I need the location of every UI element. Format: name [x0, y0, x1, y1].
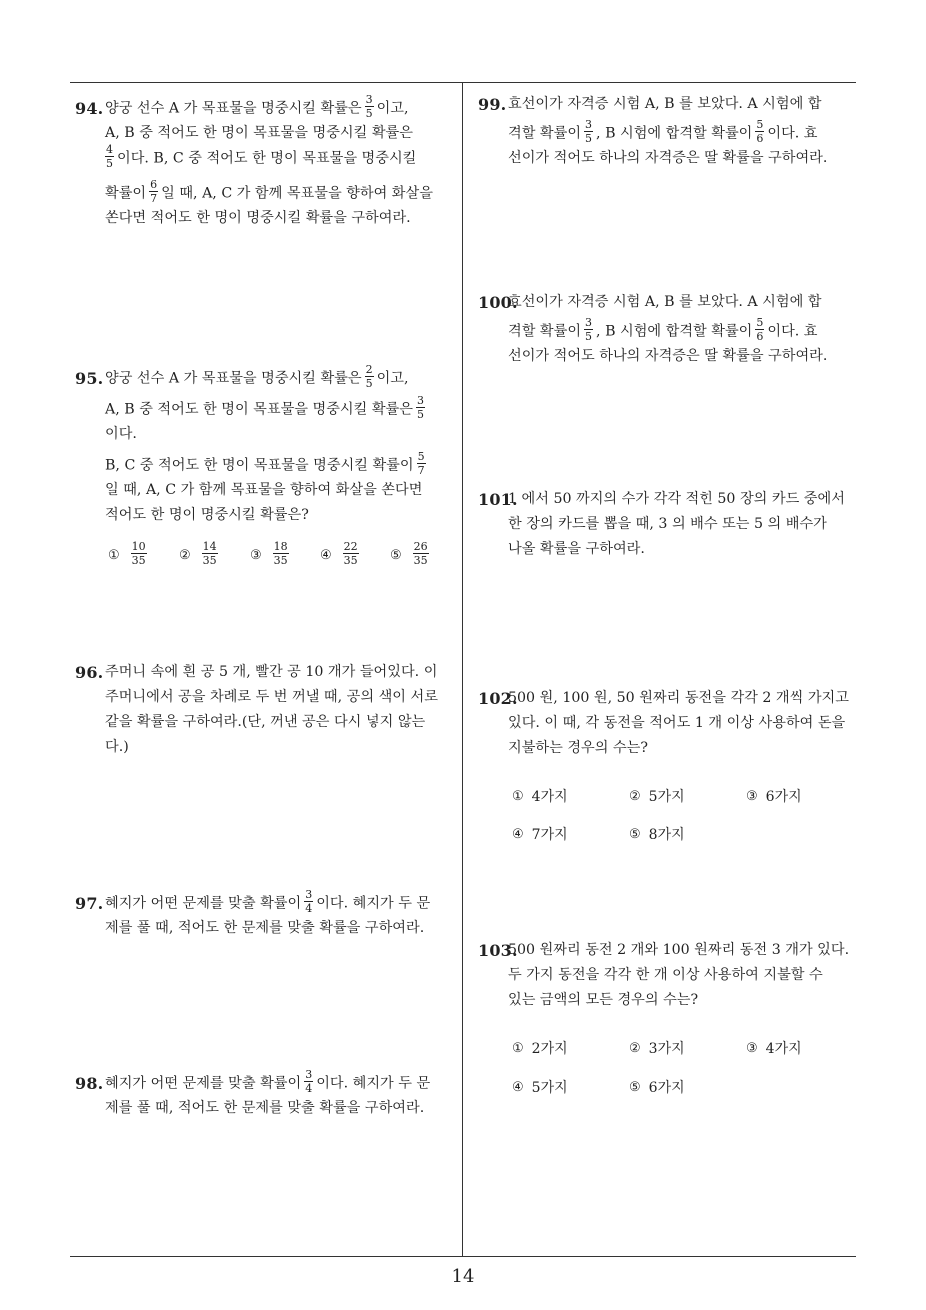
question-number: 103. [478, 941, 518, 960]
fraction: $\frac{3}{5}$ [416, 394, 424, 421]
question-text: 혜지가 어떤 문제를 맞출 확률이 $\frac{3}{4}$ 이다. 혜지가 두 문 제를 풀 때, 적어도 한 문제를 맞출 확률을 구하여라. [105, 1068, 431, 1116]
choice-5[interactable]: ⑤ 6가지 [629, 1079, 685, 1096]
top-rule [70, 82, 856, 83]
question-text: 효선이가 자격증 시험 A, B 를 보았다. A 시험에 합 격할 확률이 $\frac{3}{5}$ , B 시험에 합격할 확률이 $\frac{5}{6}$ 이다. 효 선이가 적어도 하나의 자격증은 딸 확률을 구하여라. [508, 294, 828, 364]
question-number: 102. [478, 689, 518, 708]
choice-3[interactable]: ③ 6가지 [746, 788, 802, 805]
fraction: $\frac{3}{5}$ [585, 316, 593, 343]
choice-2[interactable]: ② 5가지 [629, 788, 685, 805]
choice-1[interactable]: ① 4가지 [512, 788, 568, 805]
question-text: 효선이가 자격증 시험 A, B 를 보았다. A 시험에 합 격할 확률이 $\frac{3}{5}$ , B 시험에 합격할 확률이 $\frac{5}{6}$ 이다. 효 선이가 적어도 하나의 자격증은 딸 확률을 구하여라. [508, 96, 828, 166]
bottom-rule [70, 1256, 856, 1257]
fraction: $\frac{3}{4}$ [305, 888, 313, 915]
fraction: $\frac{3}{4}$ [305, 1068, 313, 1095]
fraction: $\frac{6}{7}$ [150, 178, 158, 205]
question-text: 혜지가 어떤 문제를 맞출 확률이 $\frac{3}{4}$ 이다. 혜지가 두 문 제를 풀 때, 적어도 한 문제를 맞출 확률을 구하여라. [105, 888, 431, 936]
question-text: 1 에서 50 까지의 수가 각각 적힌 50 장의 카드 중에서 한 장의 카드를 뽑을 때, 3 의 배수 또는 5 의 배수가 나올 확률을 구하여라. [508, 491, 845, 557]
question-text: 양궁 선수 A 가 목표물을 명중시킬 확률은 $\frac{2}{5}$ 이고, A, B 중 적어도 한 명이 목표물을 명중시킬 확률은 $\frac{3}{5}$ 이다. B, C 중 적어도 한 명이 목표물을 명중시킬 확률이 $\frac{5}{7}$ 일 때, A, C 가 함께 목표물을 향하여 화살을 쏜다면 적어도 한 명이 명중시킬 확률은? [105, 363, 425, 523]
choice-4[interactable]: ④ $\frac{22}{35}$ [320, 540, 358, 567]
choice-5[interactable]: ⑤ $\frac{26}{35}$ [390, 540, 428, 567]
choice-2[interactable]: ② 3가지 [629, 1040, 685, 1057]
choice-1[interactable]: ① 2가지 [512, 1040, 568, 1057]
choices-103 [512, 1038, 852, 1108]
choice-3[interactable]: ③ 4가지 [746, 1040, 802, 1057]
column-divider [462, 82, 463, 1256]
question-text: 주머니 속에 흰 공 5 개, 빨간 공 10 개가 들어있다. 이 주머니에서 공을 차례로 두 번 꺼낼 때, 공의 색이 서로 같을 확률을 구하여라.(단, 꺼낸 공은 다시 넣지 않는 다.) [105, 664, 438, 755]
fraction: $\frac{10}{35}$ [131, 540, 146, 567]
choices-95 [108, 540, 448, 583]
choice-4[interactable]: ④ 7가지 [512, 826, 568, 843]
question-number: 101. [478, 490, 518, 509]
question-number: 100. [478, 293, 518, 312]
question-number: 97. [75, 894, 104, 913]
fraction: $\frac{3}{5}$ [585, 118, 593, 145]
question-text: 500 원짜리 동전 2 개와 100 원짜리 동전 3 개가 있다. 두 가지 동전을 각각 한 개 이상 사용하여 지불할 수 있는 금액의 모든 경우의 수는? [508, 942, 850, 1008]
question-text: 양궁 선수 A 가 목표물을 명중시킬 확률은 $\frac{3}{5}$ 이고, A, B 중 적어도 한 명이 목표물을 명중시킬 확률은 $\frac{4}{5}$ 이다. B, C 중 적어도 한 명이 목표물을 명중시킬 확률이 $\frac{6}{7}$ 일 때, A, C 가 함께 목표물을 향하여 화살을 쏜다면 적어도 한 명이 명중시킬 확률을 구하여라. [105, 93, 433, 226]
choice-5[interactable]: ⑤ 8가지 [629, 826, 685, 843]
fraction: $\frac{5}{6}$ [756, 118, 764, 145]
question-number: 94. [75, 99, 104, 118]
choice-3[interactable]: ③ $\frac{18}{35}$ [250, 540, 288, 567]
question-number: 95. [75, 369, 104, 388]
choices-102 [512, 786, 852, 856]
fraction: $\frac{5}{7}$ [417, 450, 425, 477]
fraction: $\frac{22}{35}$ [343, 540, 358, 567]
choice-4[interactable]: ④ 5가지 [512, 1079, 568, 1096]
fraction: $\frac{2}{5}$ [365, 363, 373, 390]
choice-1[interactable]: ① $\frac{10}{35}$ [108, 540, 146, 567]
fraction: $\frac{4}{5}$ [106, 143, 113, 170]
question-number: 96. [75, 663, 104, 682]
fraction: $\frac{14}{35}$ [202, 540, 217, 567]
fraction: $\frac{5}{6}$ [756, 316, 764, 343]
fraction: $\frac{3}{5}$ [365, 93, 373, 120]
page-number: 14 [451, 1266, 475, 1287]
question-number: 98. [75, 1074, 104, 1093]
question-number: 99. [478, 95, 507, 114]
fraction: $\frac{26}{35}$ [413, 540, 428, 567]
fraction: $\frac{18}{35}$ [273, 540, 288, 567]
choice-2[interactable]: ② $\frac{14}{35}$ [179, 540, 217, 567]
question-text: 500 원, 100 원, 50 원짜리 동전을 각각 2 개씩 가지고 있다. 이 때, 각 동전을 적어도 1 개 이상 사용하여 돈을 지불하는 경우의 수는? [508, 690, 849, 756]
